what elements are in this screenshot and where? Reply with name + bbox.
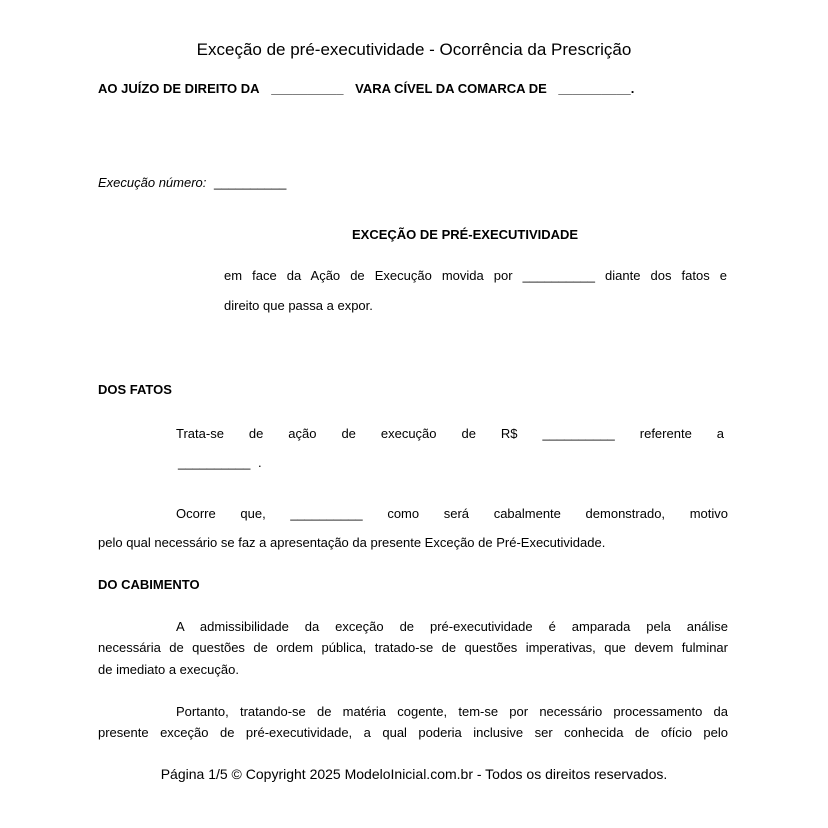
intro-blank: __________ — [522, 268, 595, 283]
fatos-p1-end: . — [257, 455, 262, 470]
intro-text-b: diante dos fatos e — [605, 268, 727, 283]
address-part-2: VARA CÍVEL DA COMARCA DE — [355, 81, 547, 96]
cabimento-p1-line-3: de imediato a execução. — [98, 662, 239, 677]
fatos-p1-text-a: Trata-se de ação de execução de R$ — [176, 426, 518, 441]
intro-text-a: em face da Ação de Execução movida por — [224, 268, 513, 283]
execution-number-label: Execução número: — [98, 175, 207, 190]
intro-line-1 — [224, 268, 727, 283]
fatos-p1-line-2 — [178, 455, 262, 470]
cabimento-p2-line-2: presente exceção de pré-executividade, a qual poderia inclusive ser conhecida de ofício pelo — [98, 725, 728, 740]
cabimento-p1-line-1: A admissibilidade da exceção de pré-executividade é amparada pela análise — [176, 619, 728, 634]
cabimento-p2-line-1: Portanto, tratando-se de matéria cogente, tem-se por necessário processamento da — [176, 704, 728, 719]
fatos-p2-blank: __________ — [290, 506, 363, 521]
document-title: EXCEÇÃO DE PRÉ-EXECUTIVIDADE — [352, 227, 579, 242]
fatos-p1-blank: __________ — [542, 426, 615, 441]
fatos-p2-text-b: como será cabalmente demonstrado, motivo — [387, 506, 728, 521]
document-header-title: Exceção de pré-executividade - Ocorrência da Prescrição — [196, 40, 632, 59]
court-address-line — [98, 81, 634, 96]
fatos-p1-blank-2: __________ — [178, 455, 251, 470]
fatos-p1-line-1 — [176, 426, 724, 441]
fatos-p1-text-b: referente a — [639, 426, 724, 441]
cabimento-p1-line-2: necessária de questões de ordem pública, tratado-se de questões imperativas, que devem fulminar — [98, 640, 728, 655]
fatos-p2-line-1 — [176, 506, 728, 521]
address-end: . — [630, 81, 635, 96]
intro-line-2: direito que passa a expor. — [224, 298, 373, 313]
address-blank-1: __________ — [271, 81, 344, 96]
fatos-p2-line-2: pelo qual necessário se faz a apresentação da presente Exceção de Pré-Executividade. — [98, 535, 606, 550]
page-footer: Página 1/5 © Copyright 2025 ModeloInicial.com.br - Todos os direitos reservados. — [160, 766, 668, 782]
section-heading-cabimento: DO CABIMENTO — [98, 577, 200, 592]
address-part-1: AO JUÍZO DE DIREITO DA — [98, 81, 260, 96]
execution-number-blank: __________ — [214, 175, 287, 190]
address-blank-2: __________ — [558, 81, 631, 96]
execution-number-line — [98, 175, 286, 190]
section-heading-fatos: DOS FATOS — [98, 382, 172, 397]
fatos-p2-text-a: Ocorre que, — [176, 506, 266, 521]
